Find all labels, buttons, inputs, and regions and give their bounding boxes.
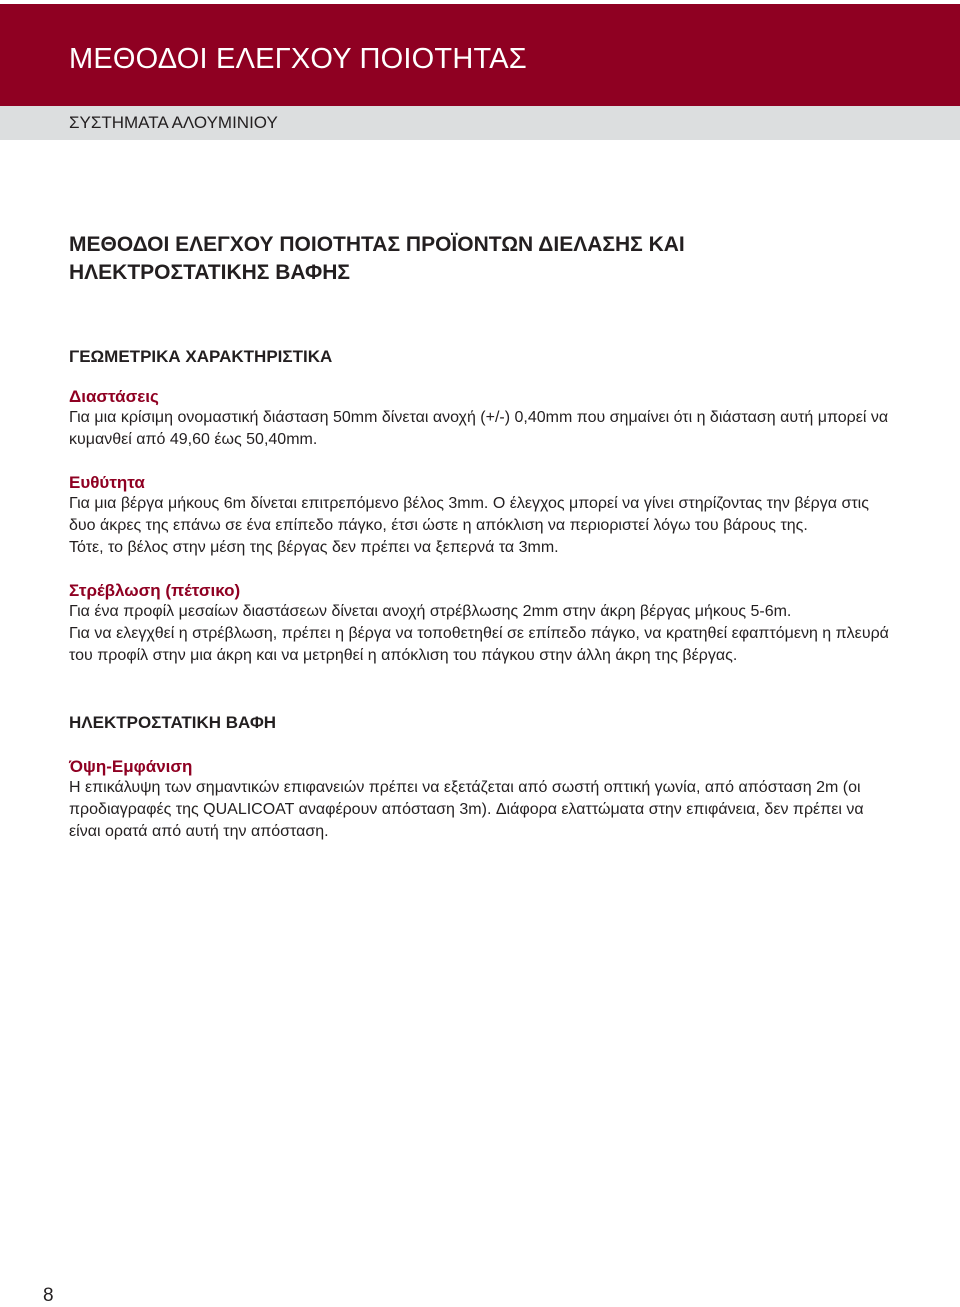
twist-text-2: Για να ελεγχθεί η στρέβλωση, πρέπει η βέργα να τοποθετηθεί σε επίπεδο πάγκο, να κρατηθεί εφαπτόμενη η πλευρά του προφίλ στην μια άκρη και να μετρηθεί η απόκλιση του πάγκου στην άλλη άκρη της βέργας. [69,625,889,664]
appearance-heading: Όψη-Εμφάνιση [69,757,193,776]
dimensions-heading: Διαστάσεις [69,387,159,406]
appearance-block [69,757,899,843]
appearance-text: Η επικάλυψη των σημαντικών επιφανειών πρέπει να εξετάζεται από σωστή οπτική γωνία, από απόσταση 2m (οι προδιαγραφές της QUALICOAT αναφέρουν απόσταση 3m). Διάφορα ελαττώματα στην επιφάνεια, δεν πρέπει να είναι ορατά από αυτή την απόσταση. [69,779,864,840]
page-header-subtitle: ΣΥΣΤΗΜΑΤΑ ΑΛΟΥΜΙΝΙΟΥ [69,113,278,132]
straightness-block [69,473,899,559]
twist-text-1: Για ένα προφίλ μεσαίων διαστάσεων δίνεται ανοχή στρέβλωσης 2mm στην άκρη βέργας μήκους 5-6m. [69,603,792,620]
geometric-section [69,347,899,667]
page-number: 8 [43,1285,54,1306]
page-header-title: ΜΕΘΟΔΟΙ ΕΛΕΓΧΟΥ ΠΟΙΟΤΗΤΑΣ [69,43,527,75]
straightness-heading: Ευθύτητα [69,473,145,492]
document-body [69,231,899,843]
straightness-text-1: Για μια βέργα μήκους 6m δίνεται επιτρεπόμενο βέλος 3mm. Ο έλεγχος μπορεί να γίνει στηρίζοντας την βέργα στις δυο άκρες της επάνω σε ένα επίπεδο πάγκο, έτσι ώστε η απόκλιση να περιοριστεί λόγω του βάρους της. [69,495,869,534]
dimensions-block [69,387,899,451]
document-title [69,231,899,287]
dimensions-text: Για μια κρίσιμη ονομαστική διάσταση 50mm δίνεται ανοχή (+/-) 0,40mm που σημαίνει ότι η διάσταση αυτή μπορεί να κυμανθεί από 49,60 έως 50,40mm. [69,409,889,448]
twist-heading: Στρέβλωση (πέτσικο) [69,581,241,600]
twist-block [69,581,899,667]
document-title-line-2: ΗΛΕΚΤΡΟΣΤΑΤΙΚΗΣ ΒΑΦΗΣ [69,261,351,284]
painting-section [69,713,899,843]
subheader-band [0,106,960,140]
document-title-line-1: ΜΕΘΟΔΟΙ ΕΛΕΓΧΟΥ ΠΟΙΟΤΗΤΑΣ ΠΡΟΪΟΝΤΩΝ ΔΙΕΛΑΣΗΣ ΚΑΙ [69,233,685,256]
straightness-text-2: Τότε, το βέλος στην μέση της βέργας δεν πρέπει να ξεπερνά τα 3mm. [69,539,559,556]
geometric-heading: ΓΕΩΜΕΤΡΙΚΑ ΧΑΡΑΚΤΗΡΙΣΤΙΚΑ [69,347,333,366]
painting-heading: ΗΛΕΚΤΡΟΣΤΑΤΙΚΗ ΒΑΦΗ [69,713,277,732]
header-band [0,4,960,106]
